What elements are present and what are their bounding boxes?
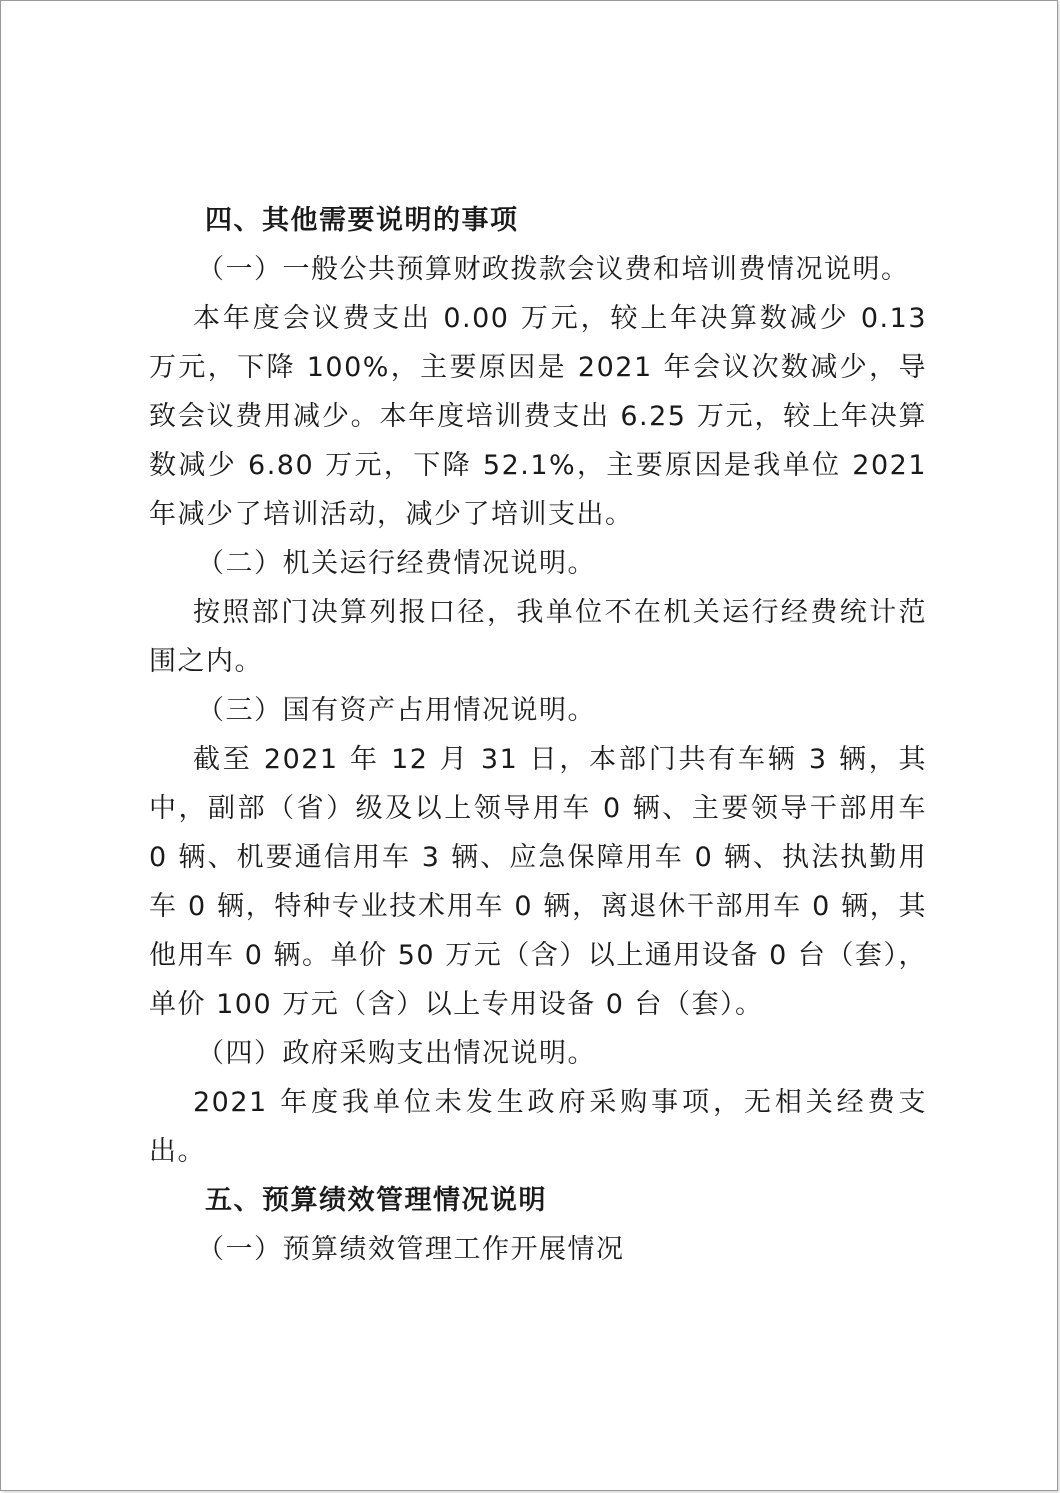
subsection-title-procurement: （四）政府采购支出情况说明。 <box>197 1038 596 1069</box>
document-body <box>149 196 927 1274</box>
subsection-title-performance-work: （一）预算绩效管理工作开展情况 <box>197 1234 625 1265</box>
paragraph-state-assets: 截至 2021 年 12 月 31 日，本部门共有车辆 3 辆，其中，副部（省）级及以上领导用车 0 辆、主要领导干部用车 0 辆、机要通信用车 3 辆、应急保障用车 0 辆、执法执勤用车 0 辆，特种专业技术用车 0 辆，离退休干部用车 0 辆，其他用车 0 辆。单价 50 万元（含）以上通用设备 0 台（套），单价 100 万元（含）以上专用设备 0 台（套）。 <box>149 744 927 1020</box>
section-heading-4: 四、其他需要说明的事项 <box>205 205 519 236</box>
subsection-title-state-assets: （三）国有资产占用情况说明。 <box>197 695 596 726</box>
section-heading-5: 五、预算绩效管理情况说明 <box>205 1185 547 1216</box>
paragraph-operating-funds: 按照部门决算列报口径，我单位不在机关运行经费统计范围之内。 <box>149 597 927 677</box>
subsection-title-meeting-training: （一）一般公共预算财政拨款会议费和培训费情况说明。 <box>197 254 910 285</box>
paragraph-procurement: 2021 年度我单位未发生政府采购事项，无相关经费支出。 <box>149 1087 927 1167</box>
subsection-title-operating-funds: （二）机关运行经费情况说明。 <box>197 548 596 579</box>
paragraph-meeting-training: 本年度会议费支出 0.00 万元，较上年决算数减少 0.13 万元，下降 100%，主要原因是 2021 年会议次数减少，导致会议费用减少。本年度培训费支出 6.25 万元，较上年决算数减少 6.80 万元，下降 52.1%，主要原因是我单位 2021 年减少了培训活动，减少了培训支出。 <box>149 303 927 530</box>
